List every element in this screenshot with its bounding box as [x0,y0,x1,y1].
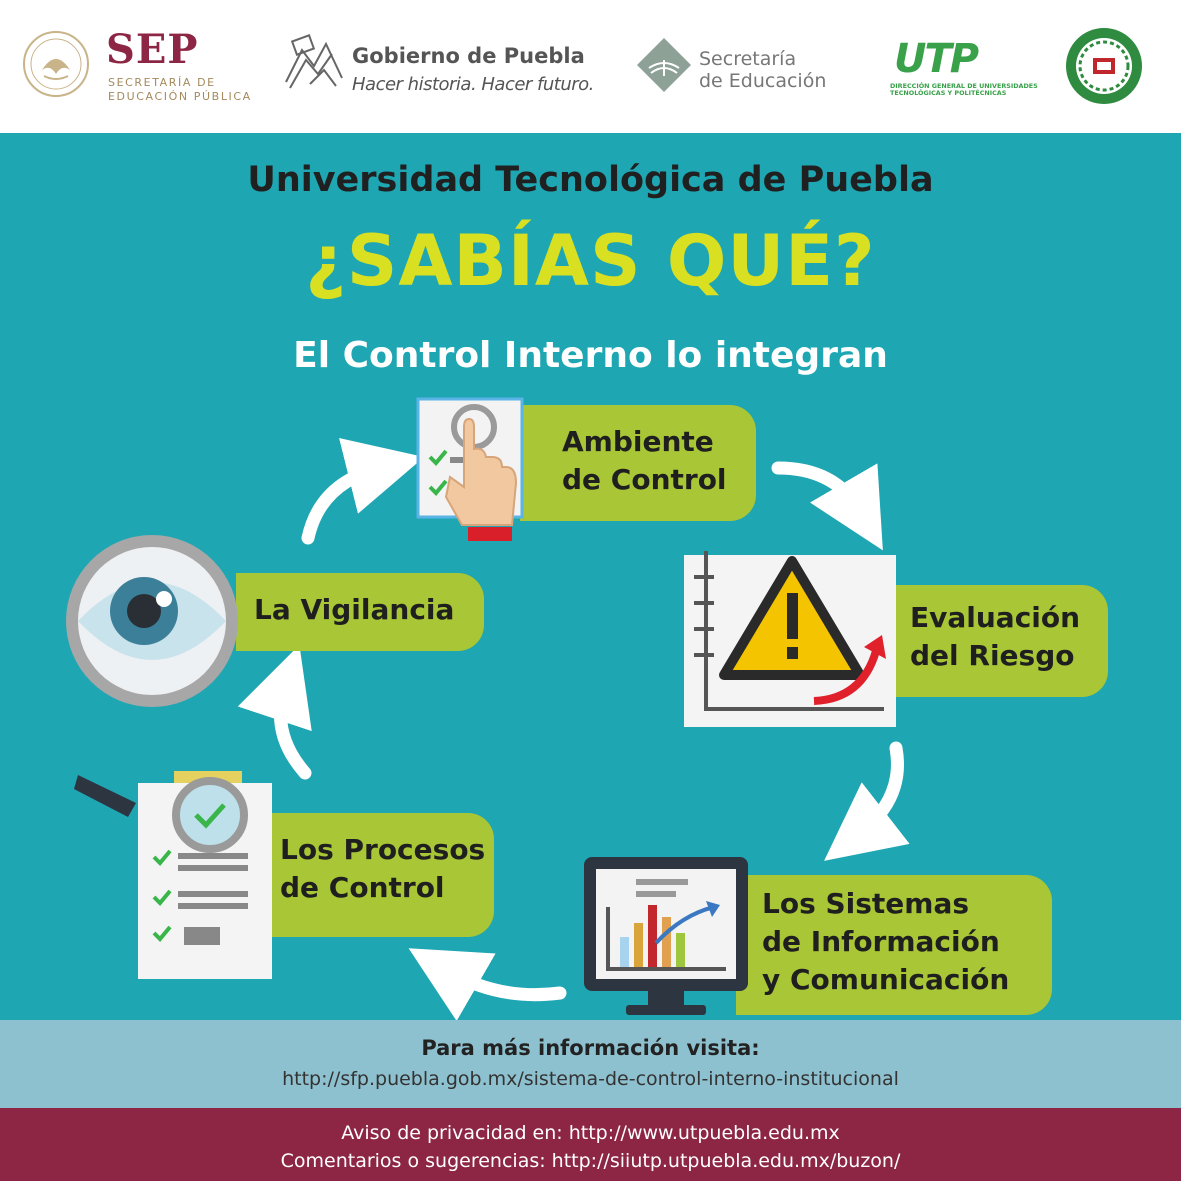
component-label: de Control [280,871,445,904]
gobierno-puebla-logo [280,30,620,100]
arrow-ambiente-to-evaluacion [778,468,860,511]
more-info-heading: Para más información visita: [421,1036,760,1060]
component-label: Evaluación [910,601,1081,634]
sep-logo [22,28,252,103]
arrow-evaluacion-to-sistemas [860,748,898,833]
gobierno-title: Gobierno de Puebla [352,44,585,68]
component-label: del Riesgo [910,639,1075,672]
component-label: Los Procesos [280,833,486,866]
utp-wordmark: UTP [894,36,978,82]
component-label: y Comunicación [762,963,1010,996]
comments-link[interactable]: Comentarios o sugerencias: http://siiutp.utpuebla.edu.mx/buzon/ [280,1150,901,1172]
arrow-vigilancia-to-ambiente [308,468,380,538]
header-logo-bar [0,0,1181,133]
book-diamond-icon [635,36,693,94]
sep-subtitle-1: SECRETARÍA DE [108,76,216,89]
warning-icon [684,551,896,729]
mexico-seal-icon [22,30,90,98]
headline: ¿SABÍAS QUÉ? [305,220,876,302]
hand-pointer-icon [416,397,528,557]
component-sistemas-de-informacion [736,875,1052,1015]
component-label: La Vigilancia [254,593,455,626]
secretaria-line-2: de Educación [699,70,827,92]
more-info-band [0,1020,1181,1108]
utp-subtitle-1: DIRECCIÓN GENERAL DE UNIVERSIDADES [890,82,1038,90]
component-la-vigilancia [236,573,484,651]
utp-dgutyp-logo [890,36,1038,100]
eye-icon [64,533,240,709]
monitor-chart-icon [582,855,752,1020]
sep-subtitle-2: EDUCACIÓN PÚBLICA [108,90,252,103]
arrow-procesos-to-vigilancia [281,688,306,773]
puebla-emblem-icon [280,30,348,98]
component-label: Ambiente [562,425,714,458]
component-label: de Información [762,925,1000,958]
footer-band [0,1108,1181,1181]
component-label: Los Sistemas [762,887,970,920]
sep-title: SEP [106,26,199,73]
component-label: de Control [562,463,727,496]
subtitle: El Control Interno lo integran [293,335,888,376]
university-title: Universidad Tecnológica de Puebla [247,160,934,200]
gobierno-slogan: Hacer historia. Hacer futuro. [352,74,594,95]
secretaria-line-1: Secretaría [699,48,797,70]
component-procesos-de-control [266,813,494,937]
infographic-panel [0,133,1181,1020]
secretaria-educacion-logo [635,36,845,96]
utp-subtitle-2: TECNOLÓGICAS Y POLITÉCNICAS [890,89,1007,97]
arrow-sistemas-to-procesos [448,971,560,995]
more-info-link[interactable]: http://sfp.puebla.gob.mx/sistema-de-control-interno-institucional [282,1068,899,1090]
component-evaluacion-del-riesgo [890,585,1108,697]
component-ambiente-de-control [520,405,756,521]
checklist-magnifier-icon [74,751,274,981]
utpuebla-seal-icon [1064,26,1144,106]
privacy-notice-link[interactable]: Aviso de privacidad en: http://www.utpuebla.edu.mx [341,1122,840,1144]
